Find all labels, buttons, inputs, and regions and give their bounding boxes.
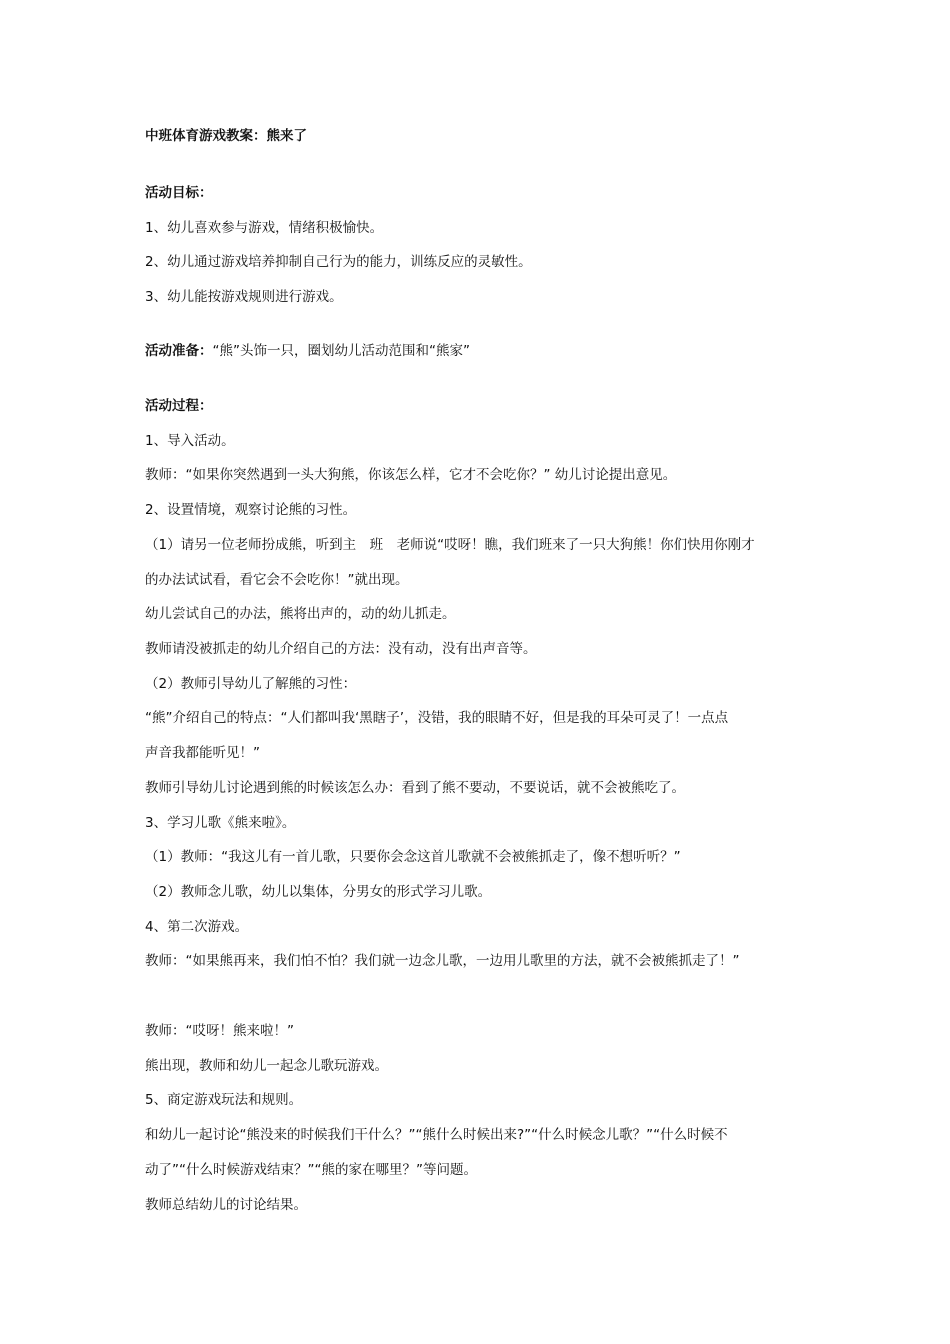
goals-heading: 活动目标： — [145, 185, 213, 201]
preparation-paragraph — [145, 341, 810, 361]
process-line: （1）请另一位老师扮成熊，听到主 班 老师说“哎呀！瞧，我们班来了一只大狗熊！你们快用你刚才 — [145, 537, 755, 553]
process-line: 幼儿尝试自己的办法，熊将出声的，动的幼儿抓走。 — [145, 606, 456, 622]
process-line: 教师引导幼儿讨论遇到熊的时候该怎么办：看到了熊不要动，不要说话，就不会被熊吃了。 — [145, 780, 685, 796]
preparation-heading: 活动准备： — [145, 343, 213, 359]
process-line: 4、第二次游戏。 — [145, 919, 249, 935]
process-line: “熊”介绍自己的特点：“人们都叫我‘黑瞎子’，没错，我的眼睛不好，但是我的耳朵可灵了！一点点 — [145, 710, 729, 726]
goal-item: 1、幼儿喜欢参与游戏，情绪积极愉快。 — [145, 220, 384, 236]
process-line: 声音我都能听见！” — [145, 745, 260, 761]
process-line: 教师：“如果熊再来，我们怕不怕？我们就一边念儿歌，一边用儿歌里的方法，就不会被熊抓走了！” — [145, 953, 740, 969]
process-line: 教师请没被抓走的幼儿介绍自己的方法：没有动，没有出声音等。 — [145, 641, 537, 657]
process-line: （2）教师念儿歌，幼儿以集体，分男女的形式学习儿歌。 — [145, 884, 492, 900]
process-line: 教师：“如果你突然遇到一头大狗熊，你该怎么样，它才不会吃你？” 幼儿讨论提出意见。 — [145, 467, 677, 483]
process-line: 动了”“什么时候游戏结束？”“熊的家在哪里？”等问题。 — [145, 1162, 477, 1178]
process-line: （1）教师：“我这儿有一首儿歌，只要你会念这首儿歌就不会被熊抓走了，像不想听听？” — [145, 849, 681, 865]
process-line: 1、导入活动。 — [145, 433, 235, 449]
process-line: 教师：“哎呀！熊来啦！” — [145, 1023, 294, 1039]
goal-item: 3、幼儿能按游戏规则进行游戏。 — [145, 289, 343, 305]
process-heading: 活动过程： — [145, 398, 213, 414]
preparation-text: “熊”头饰一只，圈划幼儿活动范围和“熊家” — [212, 343, 470, 359]
process-line: 2、设置情境，观察讨论熊的习性。 — [145, 502, 357, 518]
process-line: 的办法试试看，看它会不会吃你！”就出现。 — [145, 572, 409, 588]
process-line: 和幼儿一起讨论“熊没来的时候我们干什么？”“熊什么时候出来?”“什么时候念儿歌？”“什么时候不 — [145, 1127, 728, 1143]
process-line: 熊出现，教师和幼儿一起念儿歌玩游戏。 — [145, 1058, 388, 1074]
process-line: （2）教师引导幼儿了解熊的习性： — [145, 676, 357, 692]
process-line: 3、学习儿歌《熊来啦》。 — [145, 815, 296, 831]
process-line: 教师总结幼儿的讨论结果。 — [145, 1197, 307, 1213]
goal-item: 2、幼儿通过游戏培养抑制自己行为的能力，训练反应的灵敏性。 — [145, 254, 532, 270]
process-line: 5、商定游戏玩法和规则。 — [145, 1092, 303, 1108]
document-title: 中班体育游戏教案：熊来了 — [145, 128, 307, 144]
